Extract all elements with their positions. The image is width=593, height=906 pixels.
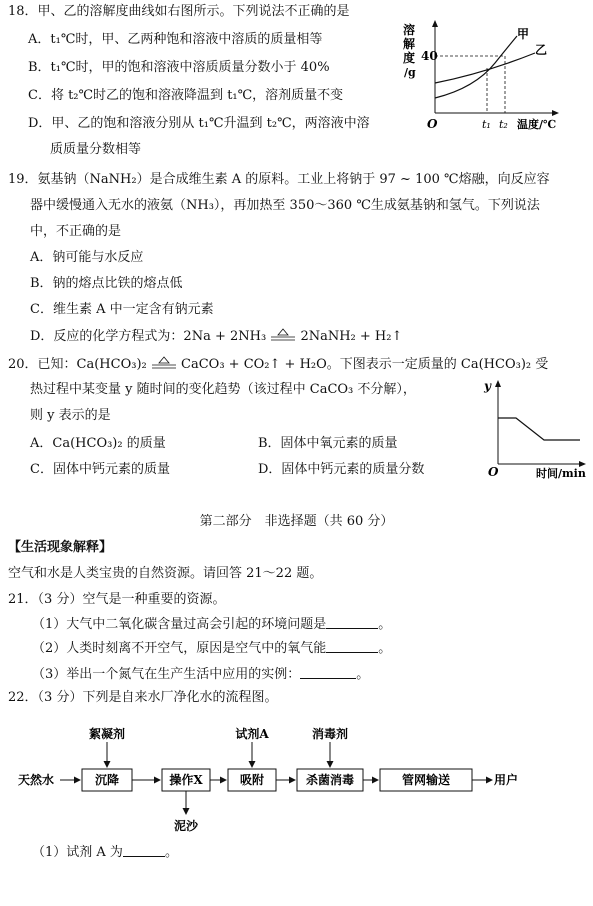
q18-stem: 18．甲、乙的溶解度曲线如右图所示。下列说法不正确的是 [8, 4, 350, 19]
q21-sub1-text: （1）大气中二氧化碳含量过高会引起的环境问题是 [32, 617, 327, 632]
q19-d-right: 2NaNH₂ + H₂↑ [300, 329, 403, 344]
q21-sub2 [32, 640, 391, 657]
q19-line-2: 器中缓慢通入无水的液氨（NH₃），再加热至 350～360 ℃生成氨基钠和氢气。下列说法 [30, 198, 540, 213]
flow-output-sediment: 泥沙 [173, 819, 199, 833]
flow-start: 天然水 [18, 773, 55, 787]
q20-option-d: D．固体中钙元素的质量分数 [258, 462, 425, 477]
q19-option-d [30, 328, 402, 345]
q21-sub2-end: 。 [378, 641, 392, 656]
intro-text: 空气和水是人类宝贵的自然资源。请回答 21～22 题。 [8, 566, 323, 581]
graph-x-arrow [552, 110, 559, 116]
graph-ylabel-3: 度 [403, 51, 416, 65]
graph2-xlabel: 时间/min [536, 467, 586, 480]
q19-line-1: 19．氨基钠（NaNH₂）是合成维生素 A 的原料。工业上将钠于 97 ~ 100 ℃熔融，向反应容 [8, 172, 550, 187]
q21-sub3-text: （3）举出一个氮气在生产生活中应用的实例： [32, 667, 301, 682]
blank[interactable] [123, 844, 165, 857]
q21-sub3 [32, 666, 369, 683]
q21-sub1 [32, 616, 391, 633]
blank[interactable] [326, 616, 378, 629]
q20-line-1 [8, 356, 548, 373]
label-yi: 乙 [535, 43, 548, 57]
flow-input-reagent-a: 试剂A [235, 727, 269, 741]
q20-line-3: 则 y 表示的是 [30, 408, 111, 423]
q18-option-d: D．甲、乙的饱和溶液分别从 t₁℃升温到 t₂℃，两溶液中溶 [28, 116, 370, 131]
q21-sub1-end: 。 [378, 617, 392, 632]
flow-box-disinfection-label: 杀菌消毒 [305, 773, 355, 787]
flow-input-flocculant: 絮凝剂 [88, 727, 126, 741]
q21-sub3-end: 。 [356, 667, 370, 682]
curve-yi [435, 53, 535, 83]
q19-line-3: 中，不正确的是 [30, 224, 122, 239]
q20-option-b: B．固体中氧元素的质量 [258, 436, 398, 451]
q18-option-c: C．将 t₂℃时乙的饱和溶液降温到 t₁℃，溶剂质量不变 [28, 88, 344, 103]
water-flow-diagram [0, 720, 593, 840]
q21-stem: 21．（3 分）空气是一种重要的资源。 [8, 592, 226, 607]
graph2-y-arrow [495, 380, 501, 387]
q20-option-a: A．Ca(HCO₃)₂ 的质量 [30, 436, 166, 451]
graph2-ylabel: y [484, 379, 491, 393]
graph-t1: t₁ [482, 118, 491, 131]
flow-box-adsorption-label: 吸附 [239, 773, 265, 787]
label-jia: 甲 [517, 27, 530, 41]
graph2-line [498, 418, 580, 440]
y-time-graph [478, 376, 590, 482]
q19-option-c: C．维生素 A 中一定含有钠元素 [30, 302, 214, 317]
flow-input-disinfectant: 消毒剂 [311, 727, 349, 741]
graph-ylabel-1: 溶 [403, 23, 416, 37]
part2-heading: 第二部分 非选择题（共 60 分） [199, 514, 394, 529]
flow-box-operation-x-label: 操作X [169, 773, 203, 787]
q18-option-a: A．t₁℃时，甲、乙两种饱和溶液中溶质的质量相等 [28, 32, 323, 47]
section-heading: 【生活现象解释】 [8, 540, 113, 555]
q22-sub1-text: （1）试剂 A 为 [32, 845, 123, 860]
q19-option-b: B．钠的熔点比铁的熔点低 [30, 276, 183, 291]
q20-l1-right: CaCO₃ + CO₂↑ + H₂O。下图表示一定质量的 Ca(HCO₃)₂ 受 [181, 357, 549, 372]
q20-option-c: C．固体中钙元素的质量 [30, 462, 170, 477]
flow-box-pipeline-label: 管网输送 [401, 773, 451, 787]
q20-line-2: 热过程中某变量 y 随时间的变化趋势（该过程中 CaCO₃ 不分解）， [30, 382, 416, 397]
heat-triangle-icon [270, 328, 296, 342]
q18-option-b: B．t₁℃时，甲的饱和溶液中溶质质量分数小于 40% [28, 60, 330, 75]
graph-origin: O [427, 117, 438, 131]
q21-sub2-text: （2）人类时刻离不开空气，原因是空气中的氧气能 [32, 641, 327, 656]
graph2-origin: O [488, 465, 499, 479]
graph-y40: 40 [421, 49, 438, 63]
q22-sub1-end: 。 [164, 845, 178, 860]
graph-y-arrow [432, 20, 438, 27]
q19-option-a: A．钠可能与水反应 [30, 250, 144, 265]
graph-t2: t₂ [499, 118, 508, 131]
q20-l1-left: 20．已知：Ca(HCO₃)₂ [8, 357, 147, 372]
q19-d-left: D．反应的化学方程式为：2Na + 2NH₃ [30, 329, 267, 344]
graph-xlabel: 温度/℃ [517, 118, 557, 131]
heat-triangle-icon [151, 356, 177, 370]
solubility-graph [395, 18, 575, 138]
q22-sub1 [32, 844, 178, 861]
q18-option-d-cont: 质质量分数相等 [50, 142, 142, 157]
q22-stem: 22．（3 分）下列是自来水厂净化水的流程图。 [8, 690, 278, 705]
graph-ylabel-4: /g [404, 66, 416, 79]
flow-box-settling-label: 沉降 [94, 773, 120, 787]
blank[interactable] [326, 640, 378, 653]
graph-ylabel-2: 解 [403, 37, 416, 51]
blank[interactable] [300, 666, 356, 679]
flow-end: 用户 [494, 773, 519, 787]
